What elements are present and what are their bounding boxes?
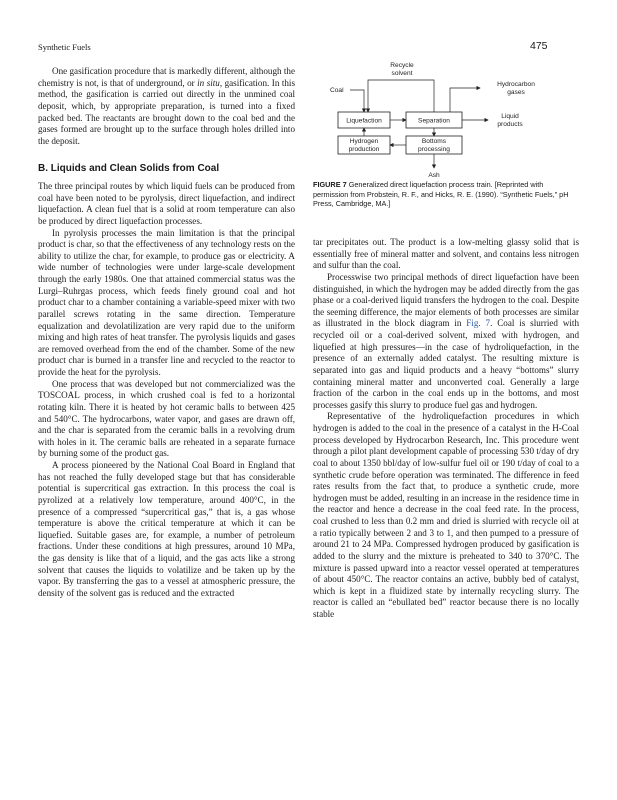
paragraph: tar precipitates out. The product is a low-melting glassy solid that is essentially free of mineral matter and solvent, and contains less nitrogen and sulfur than the coal. — [313, 237, 579, 271]
figure-caption-text: Generalized direct liquefaction process train. [Reprinted with permission from Probstein, R. F., and Hicks, R. E. (1990). “Synthetic Fuels,” pH Press, Cambridge, MA.] — [313, 180, 569, 209]
recycle-solvent-line — [368, 80, 434, 112]
paragraph: Processwise two principal methods of direct liquefaction have been distinguished, in which the hydrogen may be added directly from the gas phase or a coal-derived liquid transfers the hydrogen to the coal. Despite the seeming difference, the major elements of both processes are similar as illustrated in the block diagram in Fig. 7. Coal is slurried with recycled oil or a coal-derived solvent, mixed with hydrogen, and liquefied at high pressures—in the case of hydroliquefaction, in the presence of an externally added catalyst. The resulting mixture is separated into gas and liquid products and a heavy “bottoms” slurry containing mineral matter and unconverted coal. Generally a large fraction of the carbon in the coal ends up in the bottoms, and most processes gasify this slurry to produce fuel gas and hydrogen. — [313, 271, 579, 410]
paragraph: Representative of the hydroliquefaction procedures in which hydrogen is added to the coal in the presence of a catalyst in the H-Coal process developed by Hydrocarbon Research, Inc. This procedure went through a pilot plant development capable of processing 530 t/day of dry coal to about 1350 bbl/day of low-sulfur fuel oil or 190 t/day of coal to a synthetic crude before operation was terminated. The difference in feed rates results from the fact that, to produce a synthetic crude, more hydrogen must be added, resulting in an increase in the residence time in the reactor and hence a decrease in the coal feed rate. In the process, coal crushed to less than 0.2 mm and dried is slurried with recycle oil at a ratio typically between 2 and 3 to 1, and then pumped to a pressure of around 21 to 24 MPa. Compressed hydrogen produced by gasification is added to the slurry and the mixture is preheated to 340 to 370°C. The mixture is passed upward into a reactor vessel operated at temperatures of about 450°C. The reactor contains an active, bubbly bed of catalyst, which is kept in a fluidized state by internally recycling slurry. The reactor is called an “ebullated bed” reactor because there is no locally stable — [313, 411, 579, 619]
figure-caption-label: FIGURE 7 — [313, 180, 347, 189]
paragraph: One process that was developed but not commercialized was the TOSCOAL process, in which crushed coal is fed to a horizontal rotating kiln. There it is heated by hot ceramic balls to between 425 and 540°C. The hydrocarbons, water vapor, and gases are drawn off, and the char is separated from the ceramic balls in a revolving drum with holes in it. The ceramic balls are reheated in a separate furnace by burning some of the product gas. — [38, 378, 295, 459]
label-coal: Coal — [330, 87, 344, 94]
paragraph: One gasification procedure that is markedly different, although the chemistry is not, is that of underground, or in situ, gasification. In this method, the gasification is carried out directly in the unmined coal deposit, which, by appropriate preparation, is turned into a fixed packed bed. The reactants are brought down to the coal bed and the gases formed are brought up to the surface through holes drilled into the deposit. — [38, 66, 295, 146]
running-title: Synthetic Fuels — [38, 42, 91, 52]
coal-line — [350, 90, 364, 112]
label-recycle: Recycle — [390, 62, 414, 69]
label-ash: Ash — [428, 172, 440, 179]
label-separation: Separation — [418, 117, 450, 125]
page-number: 475 — [530, 40, 548, 52]
label-bottoms: Bottoms — [421, 138, 447, 145]
label-gases: gases — [507, 89, 525, 96]
label-processing: processing — [418, 146, 450, 153]
paragraph: The three principal routes by which liquid fuels can be produced from coal have been noted to be pyrolysis, direct liquefaction, and indirect liquefaction. A clean fuel that is a solid at room temperature can also be produced by direct liquefaction processes. — [38, 181, 295, 226]
label-production: production — [348, 146, 380, 153]
paragraph: A process pioneered by the National Coal Board in England that has not reached the fully developed stage but that has considerable potential is supercritical gas extraction. In this process the coal is pyrolized at a relatively low temperature, around 400°C, in the presence of a compressed “supercritical gas,” that is, a gas whose temperature is above the critical temperature at which it can be liquefied. Suitable gases are, for example, a number of petroleum fractions. Under these conditions at high pressures, around 10 MPa, the gas density is like that of a liquid, and the gas acts like a strong solvent that causes the liquids to volatilize and be taken up by the vapor. By transferring the gas to a vessel at atmospheric pressure, the density of the solvent gas is reduced and the extracted — [38, 460, 295, 598]
label-hydrocarbon: Hydrocarbon — [497, 81, 535, 88]
paragraph: In pyrolysis processes the main limitation is that the principal product is char, so that the effectiveness of any technology rests on the ability to utilize the char, for example, to produce gas or electricity. A wide number of technologies were under large-scale development through the early 1980s. One that attained commercial status was the Lurgi–Ruhrgas process, which feeds finely ground coal and hot product char to a chamber containing a variable-speed mixer with two parallel screws rotating in the same direction. Temperature equalization and devolatilization are very rapid due to the uniform mixing and high rates of heat transfer. The pyrolysis liquids and gases are removed overhead from the end of the chamber. Some of the new product char is burned in a transfer line and recycled to the reactor to provide the heat for the pyrolysis. — [38, 227, 295, 377]
label-hydrogen: Hydrogen — [349, 138, 379, 145]
liquefaction-block-diagram — [330, 58, 570, 180]
label-solvent: solvent — [391, 70, 413, 77]
right-column — [313, 237, 579, 621]
italic-term: in situ — [197, 77, 220, 88]
gases-line — [450, 88, 480, 112]
label-liquid: Liquid — [501, 113, 519, 120]
section-heading: B. Liquids and Clean Solids from Coal — [38, 163, 220, 175]
figure-7-link[interactable]: Fig. 7 — [466, 318, 491, 329]
figure-caption — [313, 180, 579, 209]
left-column — [38, 66, 295, 600]
label-liquefaction: Liquefaction — [346, 117, 382, 125]
label-products: products — [497, 121, 523, 128]
